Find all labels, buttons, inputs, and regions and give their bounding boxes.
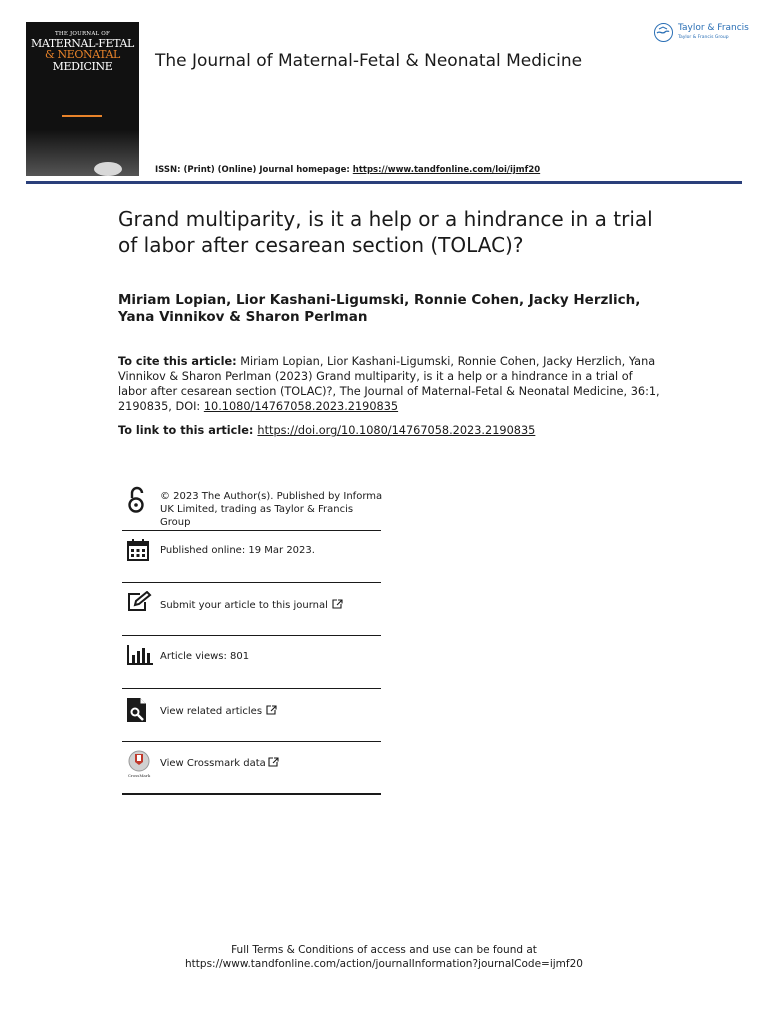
bar-chart-icon <box>126 644 154 670</box>
publisher-subname: Taylor & Francis Group <box>678 35 729 40</box>
related-text: View related articles <box>160 706 263 717</box>
published-row <box>122 532 381 585</box>
views-row <box>122 638 381 691</box>
related-articles-link[interactable] <box>160 705 384 718</box>
cite-text: Miriam Lopian, Lior Kashani-Ligumski, Ronnie Cohen, Jacky Herzlich, Yana Vinnikov & Sharon Perlman (2023) Grand multiparity, is it a help or a hindrance in a trial of labor after cesarean section (TOLAC)?, The Journal of Maternal-Fetal & Neonatal Medicine, 36:1, 2190835, DOI: <box>118 355 660 413</box>
open-access-text: © 2023 The Author(s). Published by Informa UK Limited, trading as Taylor & Francis Group <box>160 491 383 528</box>
terms-line-1: Full Terms & Conditions of access and use can be found at <box>231 944 537 956</box>
publisher-logo[interactable] <box>654 21 754 47</box>
article-doi-url-link[interactable]: https://doi.org/10.1080/14767058.2023.2190835 <box>257 424 536 437</box>
crossmark-icon <box>126 750 152 780</box>
open-access-icon <box>126 486 146 518</box>
row-divider <box>122 635 381 636</box>
journal-homepage-link[interactable]: https://www.tandfonline.com/loi/ijmf20 <box>352 165 541 175</box>
external-link-icon <box>266 705 277 715</box>
calendar-icon <box>126 538 150 566</box>
journal-cover <box>26 22 139 176</box>
document-search-icon <box>126 697 148 727</box>
row-divider <box>122 741 381 742</box>
external-link-icon <box>332 599 343 609</box>
submit-row[interactable] <box>122 585 381 638</box>
cover-accent-bar <box>62 115 102 117</box>
cover-pre-title: THE JOURNAL OF <box>54 31 111 37</box>
article-link-line <box>118 424 535 437</box>
crossmark-text: View Crossmark data <box>160 758 266 769</box>
crossmark-data-link[interactable] <box>160 757 384 770</box>
link-label: To link to this article: <box>118 424 254 437</box>
cover-decoration <box>94 162 122 176</box>
terms-url-link[interactable]: https://www.tandfonline.com/action/journalInformation?journalCode=ijmf20 <box>185 958 583 970</box>
header-rule <box>26 181 742 184</box>
issn-text: ISSN: (Print) (Online) Journal homepage: <box>155 165 353 175</box>
published-text: Published online: 19 Mar 2023. <box>160 545 315 556</box>
row-divider <box>122 530 381 531</box>
doi-link[interactable]: 10.1080/14767058.2023.2190835 <box>203 400 399 413</box>
row-divider <box>122 582 381 583</box>
submit-article-link[interactable] <box>160 599 384 612</box>
issn-line <box>155 165 540 175</box>
article-views-text: Article views: 801 <box>160 651 250 662</box>
submit-text: Submit your article to this journal <box>160 600 328 611</box>
cover-title-line-3: MEDICINE <box>52 59 113 73</box>
journal-title: The Journal of Maternal-Fetal & Neonatal Medicine <box>155 51 583 71</box>
crossmark-logo-text: CrossMark <box>127 773 151 778</box>
publisher-wave-icon <box>654 23 673 42</box>
cite-label: To cite this article: <box>118 355 237 368</box>
article-authors: Miriam Lopian, Lior Kashani-Ligumski, Ronnie Cohen, Jacky Herzlich, Yana Vinnikov & Sharon Perlman <box>118 292 641 325</box>
terms-footer <box>0 943 768 971</box>
citation-block <box>118 354 663 414</box>
publisher-name: Taylor & Francis <box>678 23 749 33</box>
cover-title-line-1: MATERNAL-FETAL <box>31 36 134 50</box>
crossmark-row[interactable] <box>122 744 381 796</box>
edit-icon <box>126 591 152 617</box>
external-link-icon <box>268 757 279 767</box>
cover-title-line-2: & NEONATAL <box>45 48 120 62</box>
related-row[interactable] <box>122 691 381 744</box>
row-divider <box>122 793 381 795</box>
article-title: Grand multiparity, is it a help or a hindrance in a trial of labor after cesarean section (TOLAC)? <box>118 207 653 257</box>
row-divider <box>122 688 381 689</box>
open-access-row <box>122 484 381 532</box>
